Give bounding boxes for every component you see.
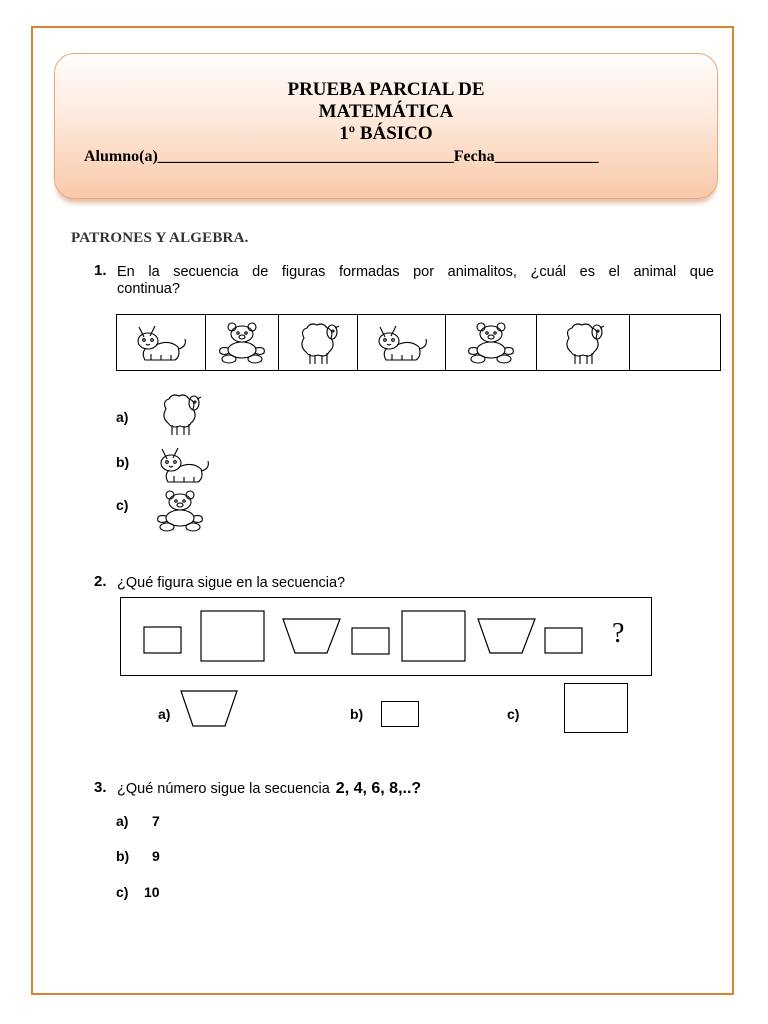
- q1-option-b-label[interactable]: b): [116, 454, 130, 470]
- small-rectangle-shape: [545, 628, 582, 653]
- q3-option-b-value[interactable]: 9: [152, 848, 160, 864]
- test-title-line2: MATEMÁTICA: [318, 101, 454, 122]
- trapezoid-shape: [478, 619, 535, 653]
- seq-cell-cat: [358, 315, 446, 370]
- seq-cell-cat: [117, 315, 206, 370]
- q2-option-a-label[interactable]: a): [158, 706, 171, 722]
- large-square-shape: [201, 611, 264, 661]
- q3-number-sequence: 2, 4, 6, 8,..?: [335, 780, 422, 797]
- question-mark: ?: [612, 618, 625, 649]
- student-label: Alumno(a): [84, 148, 158, 165]
- large-square-option-shape[interactable]: [564, 683, 628, 733]
- cat-icon: [131, 321, 191, 365]
- large-square-shape: [402, 611, 465, 661]
- q3-option-c-label[interactable]: c): [116, 884, 129, 900]
- q3-text-line: [117, 780, 421, 798]
- q3-option-b-label[interactable]: b): [116, 848, 130, 864]
- shape-sequence-box: [120, 597, 652, 676]
- q3-number: 3.: [94, 779, 107, 796]
- test-title-line3: 1º BÁSICO: [339, 123, 433, 144]
- small-rectangle-shape: [352, 628, 389, 654]
- seq-cell-bear: [446, 315, 537, 370]
- seq-cell-sheep: [537, 315, 630, 370]
- q3-option-a-label[interactable]: a): [116, 813, 129, 829]
- sheep-icon: [296, 320, 340, 366]
- q2-number: 2.: [94, 573, 107, 590]
- seq-cell-sheep: [279, 315, 358, 370]
- cat-icon[interactable]: [154, 443, 214, 487]
- q1-option-c-label[interactable]: c): [116, 497, 129, 513]
- q3-option-a-value[interactable]: 7: [152, 813, 160, 829]
- date-blank[interactable]: _____________: [494, 148, 599, 165]
- student-line: [84, 148, 599, 166]
- q1-text-line2: continua?: [117, 281, 180, 297]
- small-rectangle-option-shape[interactable]: [381, 701, 419, 727]
- q1-text-line1: En la secuencia de figuras formadas por animalitos, ¿cuál es el animal que: [117, 264, 714, 280]
- seq-cell-empty[interactable]: [630, 315, 720, 370]
- bear-icon: [461, 322, 521, 364]
- test-title-line1: PRUEBA PARCIAL DE: [287, 79, 485, 100]
- q1-number: 1.: [94, 262, 107, 279]
- q2-text: ¿Qué figura sigue en la secuencia?: [117, 575, 346, 591]
- seq-cell-bear: [206, 315, 279, 370]
- date-label: Fecha: [453, 148, 495, 165]
- student-name-blank[interactable]: _____________________________________: [157, 148, 454, 165]
- cat-icon: [372, 321, 432, 365]
- section-title: PATRONES Y ALGEBRA.: [71, 230, 249, 246]
- bear-icon[interactable]: [150, 490, 210, 532]
- q2-option-b-label[interactable]: b): [350, 706, 364, 722]
- shape-sequence: [121, 598, 651, 675]
- test-header: [54, 53, 718, 199]
- trapezoid-option-shape[interactable]: [180, 690, 238, 728]
- trapezoid-shape: [283, 619, 340, 653]
- sheep-icon: [561, 320, 605, 366]
- q3-text: ¿Qué número sigue la secuencia: [117, 781, 330, 797]
- bear-icon: [212, 322, 272, 364]
- q2-option-c-label[interactable]: c): [507, 706, 520, 722]
- sheep-icon[interactable]: [158, 391, 202, 437]
- q3-option-c-value[interactable]: 10: [144, 884, 160, 900]
- q1-option-a-label[interactable]: a): [116, 409, 129, 425]
- small-rectangle-shape: [144, 627, 181, 653]
- animal-sequence-table: [116, 314, 721, 371]
